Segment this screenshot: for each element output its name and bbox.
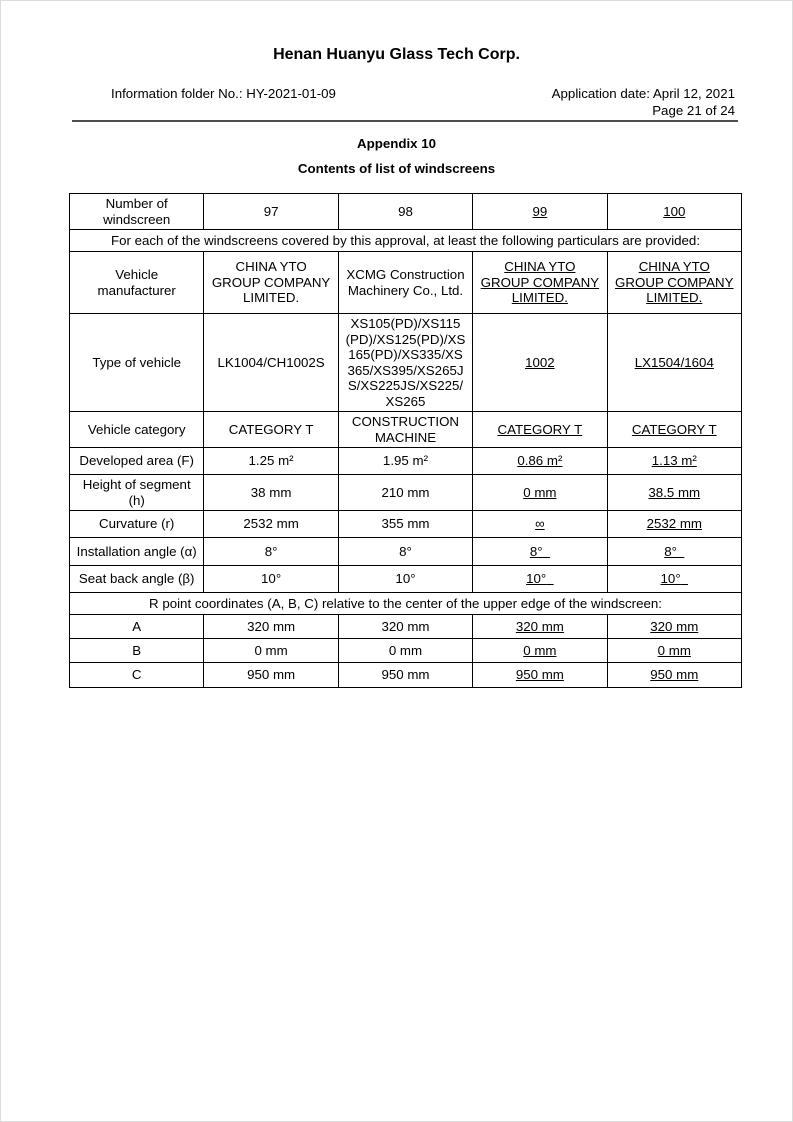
cell-manufacturer-99: CHINA YTO GROUP COMPANY LIMITED. [473, 252, 607, 314]
cell-a-99: 320 mm [473, 615, 607, 639]
windscreen-number-97: 97 [204, 194, 338, 230]
cell-vehicle-type-97: LK1004/CH1002S [204, 314, 338, 412]
cell-a-100: 320 mm [607, 615, 741, 639]
cell-install-angle-98: 8° [338, 538, 472, 566]
cell-category-99: CATEGORY T [473, 412, 607, 448]
company-title: Henan Huanyu Glass Tech Corp. [273, 46, 520, 63]
table-row-developed-area [70, 448, 742, 475]
row-label: Vehicle manufacturer [70, 252, 204, 314]
cell-seat-angle-97: 10° [204, 566, 338, 593]
row-label: C [70, 663, 204, 688]
cell-curvature-99: ∞ [473, 511, 607, 538]
document-title: Contents of list of windscreens [297, 161, 496, 176]
table-row-coord-c [70, 663, 742, 688]
windscreen-number-100: 100 [607, 194, 741, 230]
cell-c-99: 950 mm [473, 663, 607, 688]
table-row-coord-b [70, 639, 742, 663]
cell-category-98: CONSTRUCTION MACHINE [338, 412, 472, 448]
cell-b-100: 0 mm [607, 639, 741, 663]
row-label: Vehicle category [70, 412, 204, 448]
cell-curvature-98: 355 mm [338, 511, 472, 538]
table-row-vehicle-type [70, 314, 742, 412]
cell-c-100: 950 mm [607, 663, 741, 688]
cell-manufacturer-100: CHINA YTO GROUP COMPANY LIMITED. [607, 252, 741, 314]
cell-vehicle-type-99: 1002 [473, 314, 607, 412]
row-label: Installation angle (α) [70, 538, 204, 566]
row-label: Curvature (r) [70, 511, 204, 538]
table-row-manufacturer [70, 252, 742, 314]
cell-c-98: 950 mm [338, 663, 472, 688]
cell-category-100: CATEGORY T [607, 412, 741, 448]
r-point-note: R point coordinates (A, B, C) relative to the center of the upper edge of the windscreen: [70, 593, 742, 615]
header-divider [72, 120, 738, 122]
cell-seat-angle-98: 10° [338, 566, 472, 593]
cell-vehicle-type-100: LX1504/1604 [607, 314, 741, 412]
cell-height-97: 38 mm [204, 475, 338, 511]
cell-seat-angle-100: 10° [607, 566, 741, 593]
cell-install-angle-97: 8° [204, 538, 338, 566]
cell-area-97: 1.25 m² [204, 448, 338, 475]
cell-category-97: CATEGORY T [204, 412, 338, 448]
cell-height-99: 0 mm [473, 475, 607, 511]
row-label: Height of segment (h) [70, 475, 204, 511]
cell-vehicle-type-98: XS105(PD)/XS115(PD)/XS125(PD)/XS165(PD)/XS335/XS365/XS395/XS265JS/XS225JS/XS225/XS265 [338, 314, 472, 412]
cell-height-100: 38.5 mm [607, 475, 741, 511]
row-label: Number of windscreen [70, 194, 204, 230]
table-row-segment-height [70, 475, 742, 511]
windscreen-spec-table [69, 193, 742, 688]
table-row-vehicle-category [70, 412, 742, 448]
windscreen-number-99: 99 [473, 194, 607, 230]
cell-curvature-97: 2532 mm [204, 511, 338, 538]
row-label: Seat back angle (β) [70, 566, 204, 593]
cell-b-97: 0 mm [204, 639, 338, 663]
cell-area-100: 1.13 m² [607, 448, 741, 475]
table-row-installation-angle [70, 538, 742, 566]
cell-b-99: 0 mm [473, 639, 607, 663]
appendix-title: Appendix 10 [356, 136, 437, 151]
cell-a-98: 320 mm [338, 615, 472, 639]
table-row-seat-back-angle [70, 566, 742, 593]
cell-curvature-100: 2532 mm [607, 511, 741, 538]
row-label: A [70, 615, 204, 639]
application-date: Application date: April 12, 2021 [551, 86, 735, 101]
cell-c-97: 950 mm [204, 663, 338, 688]
table-row-intro-note [70, 230, 742, 252]
intro-note: For each of the windscreens covered by this approval, at least the following particulars are provided: [70, 230, 742, 252]
row-label: B [70, 639, 204, 663]
row-label: Developed area (F) [70, 448, 204, 475]
row-label: Type of vehicle [70, 314, 204, 412]
table-row-curvature [70, 511, 742, 538]
meta-right [552, 85, 735, 119]
info-folder-number: Information folder No.: HY-2021-01-09 [111, 86, 336, 101]
cell-b-98: 0 mm [338, 639, 472, 663]
table-row-coord-a [70, 615, 742, 639]
cell-install-angle-100: 8° [607, 538, 741, 566]
cell-area-98: 1.95 m² [338, 448, 472, 475]
cell-a-97: 320 mm [204, 615, 338, 639]
cell-install-angle-99: 8° [473, 538, 607, 566]
table-row-number [70, 194, 742, 230]
cell-manufacturer-97: CHINA YTO GROUP COMPANY LIMITED. [204, 252, 338, 314]
page-number: Page 21 of 24 [652, 103, 735, 118]
cell-area-99: 0.86 m² [473, 448, 607, 475]
cell-manufacturer-98: XCMG Construction Machinery Co., Ltd. [338, 252, 472, 314]
document-meta [111, 85, 735, 119]
cell-height-98: 210 mm [338, 475, 472, 511]
table-row-rpoint-note [70, 593, 742, 615]
cell-seat-angle-99: 10° [473, 566, 607, 593]
windscreen-number-98: 98 [338, 194, 472, 230]
